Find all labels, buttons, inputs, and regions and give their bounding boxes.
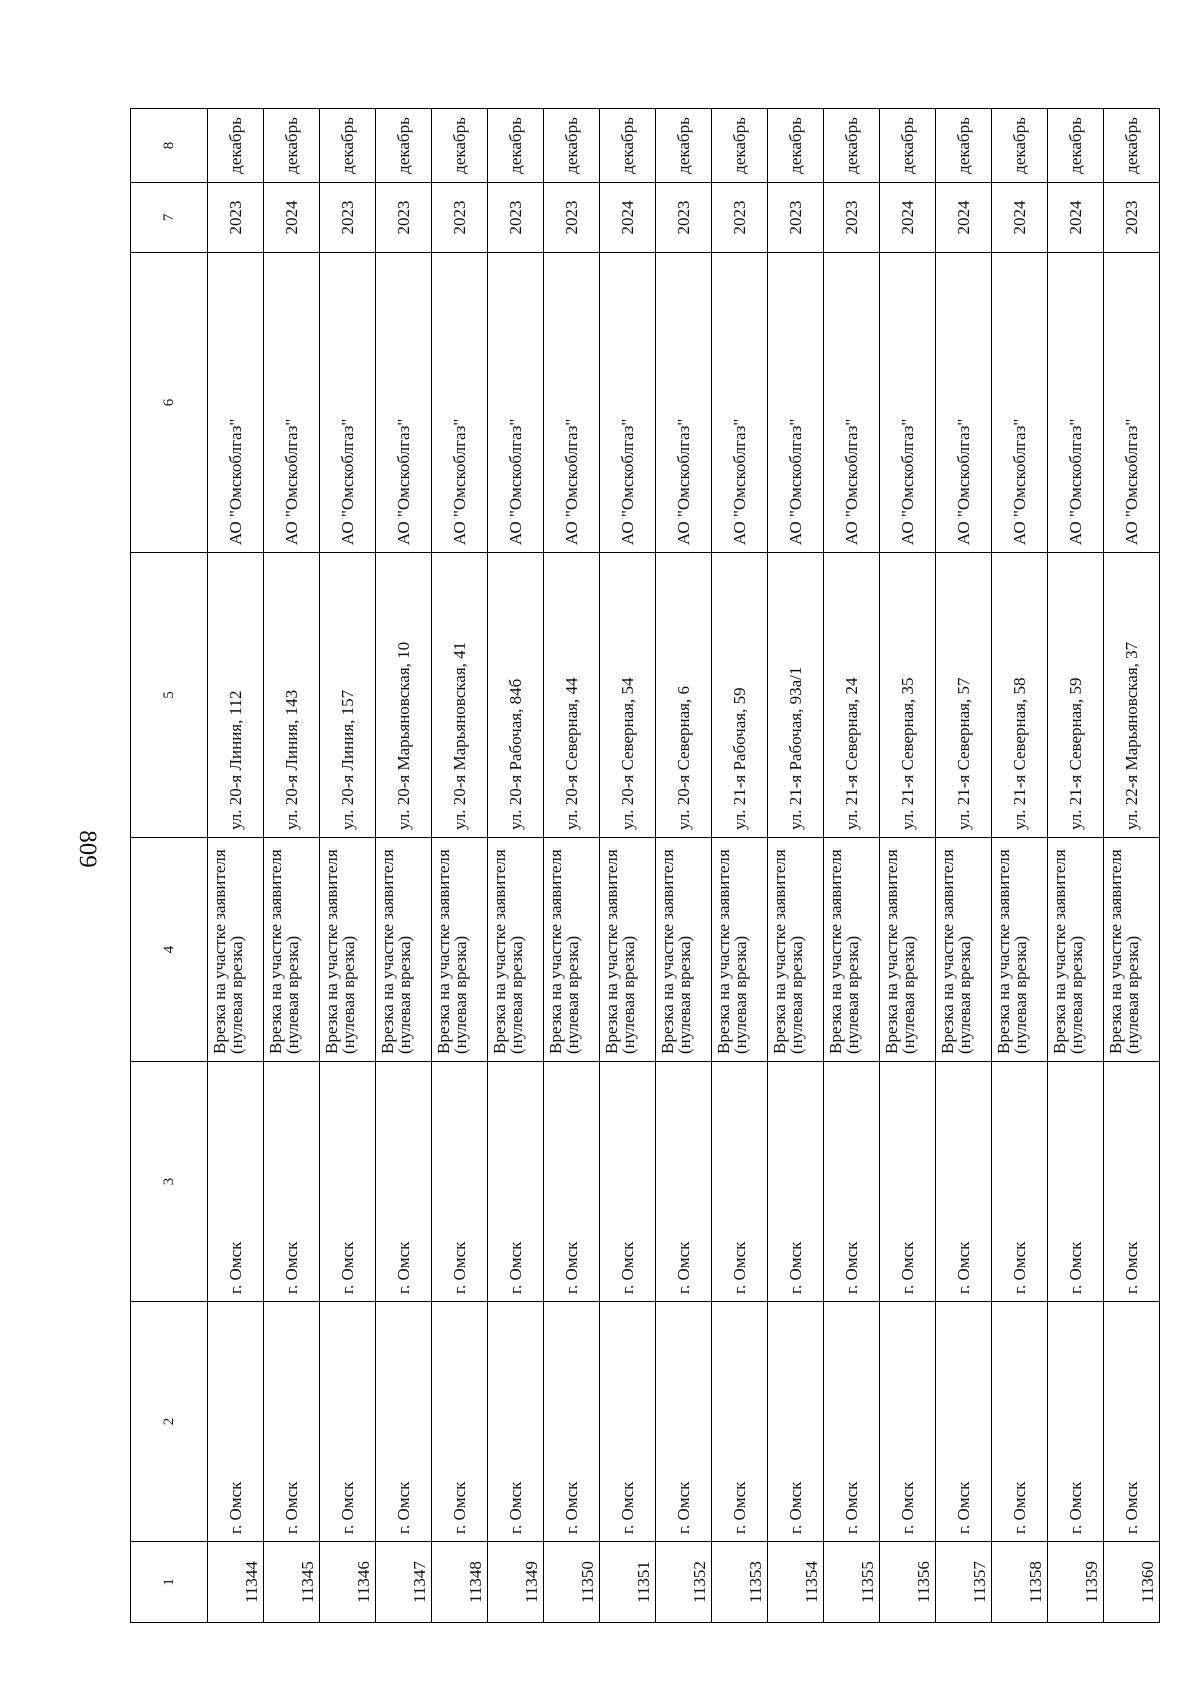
cell-col-7: 2024 xyxy=(600,183,656,253)
cell-col-4: Врезка на участке заявителя (нулевая врезка) xyxy=(264,838,320,1062)
cell-col-3: г. Омск xyxy=(992,1062,1048,1302)
cell-col-2: г. Омск xyxy=(488,1302,544,1542)
table-container xyxy=(130,109,1157,1623)
cell-col-2: г. Омск xyxy=(656,1302,712,1542)
cell-col-4: Врезка на участке заявителя (нулевая врезка) xyxy=(992,838,1048,1062)
cell-col-1: 11355 xyxy=(824,1542,880,1623)
table-row xyxy=(936,109,992,1623)
cell-col-5: ул. 21-я Северная, 59 xyxy=(1048,553,1104,838)
cell-col-5: ул. 21-я Северная, 57 xyxy=(936,553,992,838)
cell-col-7: 2023 xyxy=(208,183,264,253)
cell-col-7: 2024 xyxy=(1048,183,1104,253)
cell-col-3: г. Омск xyxy=(544,1062,600,1302)
cell-col-7: 2023 xyxy=(768,183,824,253)
cell-col-3: г. Омск xyxy=(264,1062,320,1302)
cell-col-8: декабрь xyxy=(936,109,992,183)
cell-col-7: 2023 xyxy=(376,183,432,253)
cell-col-1: 11344 xyxy=(208,1542,264,1623)
cell-col-1: 11347 xyxy=(376,1542,432,1623)
cell-col-4: Врезка на участке заявителя (нулевая врезка) xyxy=(320,838,376,1062)
page-number: 809 xyxy=(74,830,101,868)
table-row xyxy=(712,109,768,1623)
cell-col-6: АО "Омскоблгаз" xyxy=(488,253,544,553)
cell-col-2: г. Омск xyxy=(600,1302,656,1542)
cell-col-6: АО "Омскоблгаз" xyxy=(936,253,992,553)
cell-col-4: Врезка на участке заявителя (нулевая врезка) xyxy=(656,838,712,1062)
header-row xyxy=(131,109,208,1623)
cell-col-6: АО "Омскоблгаз" xyxy=(376,253,432,553)
cell-col-7: 2023 xyxy=(712,183,768,253)
table-row xyxy=(600,109,656,1623)
table-row xyxy=(880,109,936,1623)
cell-col-3: г. Омск xyxy=(1104,1062,1160,1302)
cell-col-1: 11352 xyxy=(656,1542,712,1623)
cell-col-6: АО "Омскоблгаз" xyxy=(992,253,1048,553)
cell-col-1: 11354 xyxy=(768,1542,824,1623)
cell-col-2: г. Омск xyxy=(712,1302,768,1542)
cell-col-7: 2024 xyxy=(264,183,320,253)
cell-col-1: 11346 xyxy=(320,1542,376,1623)
cell-col-7: 2023 xyxy=(320,183,376,253)
column-header-5: 5 xyxy=(131,553,208,838)
cell-col-5: ул. 20-я Линия, 157 xyxy=(320,553,376,838)
cell-col-7: 2023 xyxy=(824,183,880,253)
cell-col-8: декабрь xyxy=(600,109,656,183)
cell-col-6: АО "Омскоблгаз" xyxy=(264,253,320,553)
cell-col-5: ул. 20-я Северная, 44 xyxy=(544,553,600,838)
cell-col-8: декабрь xyxy=(544,109,600,183)
cell-col-6: АО "Омскоблгаз" xyxy=(768,253,824,553)
cell-col-8: декабрь xyxy=(992,109,1048,183)
cell-col-1: 11350 xyxy=(544,1542,600,1623)
cell-col-4: Врезка на участке заявителя (нулевая врезка) xyxy=(824,838,880,1062)
cell-col-7: 2023 xyxy=(1104,183,1160,253)
cell-col-3: г. Омск xyxy=(880,1062,936,1302)
cell-col-2: г. Омск xyxy=(376,1302,432,1542)
cell-col-2: г. Омск xyxy=(544,1302,600,1542)
cell-col-6: АО "Омскоблгаз" xyxy=(320,253,376,553)
cell-col-4: Врезка на участке заявителя (нулевая врезка) xyxy=(768,838,824,1062)
cell-col-5: ул. 20-я Северная, 54 xyxy=(600,553,656,838)
cell-col-2: г. Омск xyxy=(880,1302,936,1542)
cell-col-5: ул. 20-я Марьяновская, 41 xyxy=(432,553,488,838)
cell-col-5: ул. 20-я Марьяновская, 10 xyxy=(376,553,432,838)
table-row xyxy=(824,109,880,1623)
cell-col-7: 2023 xyxy=(432,183,488,253)
table-row xyxy=(1048,109,1104,1623)
table-row xyxy=(768,109,824,1623)
cell-col-6: АО "Омскоблгаз" xyxy=(880,253,936,553)
cell-col-6: АО "Омскоблгаз" xyxy=(544,253,600,553)
cell-col-1: 11356 xyxy=(880,1542,936,1623)
cell-col-2: г. Омск xyxy=(824,1302,880,1542)
cell-col-6: АО "Омскоблгаз" xyxy=(656,253,712,553)
cell-col-6: АО "Омскоблгаз" xyxy=(824,253,880,553)
cell-col-3: г. Омск xyxy=(824,1062,880,1302)
cell-col-5: ул. 21-я Северная, 35 xyxy=(880,553,936,838)
cell-col-4: Врезка на участке заявителя (нулевая врезка) xyxy=(488,838,544,1062)
cell-col-2: г. Омск xyxy=(992,1302,1048,1542)
cell-col-6: АО "Омскоблгаз" xyxy=(432,253,488,553)
cell-col-1: 11353 xyxy=(712,1542,768,1623)
cell-col-6: АО "Омскоблгаз" xyxy=(600,253,656,553)
cell-col-1: 11345 xyxy=(264,1542,320,1623)
cell-col-3: г. Омск xyxy=(432,1062,488,1302)
cell-col-3: г. Омск xyxy=(768,1062,824,1302)
cell-col-7: 2023 xyxy=(656,183,712,253)
table-row xyxy=(656,109,712,1623)
table-row xyxy=(992,109,1048,1623)
data-table xyxy=(130,108,1160,1623)
cell-col-5: ул. 21-я Рабочая, 59 xyxy=(712,553,768,838)
cell-col-1: 11359 xyxy=(1048,1542,1104,1623)
cell-col-4: Врезка на участке заявителя (нулевая врезка) xyxy=(880,838,936,1062)
cell-col-3: г. Омск xyxy=(712,1062,768,1302)
table-row xyxy=(208,109,264,1623)
column-header-8: 8 xyxy=(131,109,208,183)
cell-col-8: декабрь xyxy=(376,109,432,183)
table-row xyxy=(488,109,544,1623)
cell-col-1: 11351 xyxy=(600,1542,656,1623)
cell-col-2: г. Омск xyxy=(264,1302,320,1542)
cell-col-2: г. Омск xyxy=(1048,1302,1104,1542)
cell-col-4: Врезка на участке заявителя (нулевая врезка) xyxy=(432,838,488,1062)
column-header-6: 6 xyxy=(131,253,208,553)
cell-col-3: г. Омск xyxy=(1048,1062,1104,1302)
cell-col-7: 2023 xyxy=(544,183,600,253)
cell-col-1: 11348 xyxy=(432,1542,488,1623)
cell-col-4: Врезка на участке заявителя (нулевая врезка) xyxy=(376,838,432,1062)
cell-col-5: ул. 20-я Линия, 143 xyxy=(264,553,320,838)
cell-col-2: г. Омск xyxy=(768,1302,824,1542)
cell-col-4: Врезка на участке заявителя (нулевая врезка) xyxy=(600,838,656,1062)
table-row xyxy=(376,109,432,1623)
cell-col-7: 2024 xyxy=(880,183,936,253)
cell-col-1: 11349 xyxy=(488,1542,544,1623)
cell-col-2: г. Омск xyxy=(432,1302,488,1542)
cell-col-6: АО "Омскоблгаз" xyxy=(1104,253,1160,553)
column-header-3: 3 xyxy=(131,1062,208,1302)
cell-col-4: Врезка на участке заявителя (нулевая врезка) xyxy=(1048,838,1104,1062)
table-row xyxy=(1104,109,1160,1623)
cell-col-1: 11358 xyxy=(992,1542,1048,1623)
cell-col-2: г. Омск xyxy=(936,1302,992,1542)
cell-col-3: г. Омск xyxy=(488,1062,544,1302)
table-row xyxy=(544,109,600,1623)
cell-col-4: Врезка на участке заявителя (нулевая врезка) xyxy=(936,838,992,1062)
cell-col-7: 2023 xyxy=(488,183,544,253)
cell-col-4: Врезка на участке заявителя (нулевая врезка) xyxy=(208,838,264,1062)
cell-col-5: ул. 21-я Северная, 24 xyxy=(824,553,880,838)
cell-col-8: декабрь xyxy=(824,109,880,183)
cell-col-7: 2024 xyxy=(992,183,1048,253)
cell-col-4: Врезка на участке заявителя (нулевая врезка) xyxy=(1104,838,1160,1062)
column-header-2: 2 xyxy=(131,1302,208,1542)
cell-col-6: АО "Омскоблгаз" xyxy=(712,253,768,553)
cell-col-1: 11357 xyxy=(936,1542,992,1623)
cell-col-3: г. Омск xyxy=(208,1062,264,1302)
cell-col-8: декабрь xyxy=(320,109,376,183)
cell-col-3: г. Омск xyxy=(936,1062,992,1302)
cell-col-4: Врезка на участке заявителя (нулевая врезка) xyxy=(712,838,768,1062)
column-header-7: 7 xyxy=(131,183,208,253)
cell-col-3: г. Омск xyxy=(320,1062,376,1302)
cell-col-8: декабрь xyxy=(880,109,936,183)
cell-col-8: декабрь xyxy=(712,109,768,183)
table-row xyxy=(320,109,376,1623)
cell-col-2: г. Омск xyxy=(320,1302,376,1542)
cell-col-6: АО "Омскоблгаз" xyxy=(1048,253,1104,553)
cell-col-1: 11360 xyxy=(1104,1542,1160,1623)
table-row xyxy=(432,109,488,1623)
cell-col-7: 2024 xyxy=(936,183,992,253)
table-row xyxy=(264,109,320,1623)
cell-col-6: АО "Омскоблгаз" xyxy=(208,253,264,553)
cell-col-8: декабрь xyxy=(208,109,264,183)
column-header-4: 4 xyxy=(131,838,208,1062)
cell-col-8: декабрь xyxy=(1104,109,1160,183)
cell-col-3: г. Омск xyxy=(376,1062,432,1302)
column-header-1: 1 xyxy=(131,1542,208,1623)
cell-col-2: г. Омск xyxy=(208,1302,264,1542)
cell-col-2: г. Омск xyxy=(1104,1302,1160,1542)
cell-col-5: ул. 22-я Марьяновская, 37 xyxy=(1104,553,1160,838)
cell-col-3: г. Омск xyxy=(600,1062,656,1302)
cell-col-8: декабрь xyxy=(488,109,544,183)
cell-col-8: декабрь xyxy=(264,109,320,183)
cell-col-4: Врезка на участке заявителя (нулевая врезка) xyxy=(544,838,600,1062)
cell-col-5: ул. 21-я Рабочая, 93а/1 xyxy=(768,553,824,838)
cell-col-8: декабрь xyxy=(768,109,824,183)
cell-col-8: декабрь xyxy=(1048,109,1104,183)
cell-col-3: г. Омск xyxy=(656,1062,712,1302)
cell-col-5: ул. 20-я Линия, 112 xyxy=(208,553,264,838)
cell-col-5: ул. 20-я Северная, 6 xyxy=(656,553,712,838)
cell-col-8: декабрь xyxy=(656,109,712,183)
cell-col-8: декабрь xyxy=(432,109,488,183)
table-body xyxy=(131,109,1160,1623)
cell-col-5: ул. 20-я Рабочая, 84б xyxy=(488,553,544,838)
cell-col-5: ул. 21-я Северная, 58 xyxy=(992,553,1048,838)
